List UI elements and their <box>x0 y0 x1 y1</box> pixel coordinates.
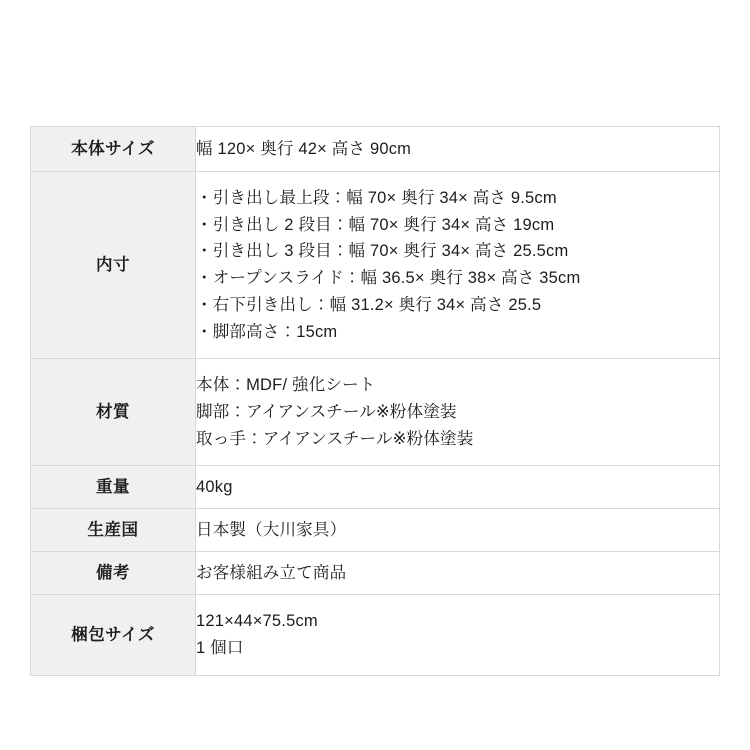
row-value-body-size <box>196 127 720 172</box>
value-line: 1 個口 <box>196 639 244 658</box>
row-label-weight: 重量 <box>31 466 196 509</box>
row-value-package-size <box>196 595 720 675</box>
table-row <box>31 359 720 466</box>
value-line: 日本製（大川家具） <box>196 521 347 540</box>
row-label-material: 材質 <box>31 359 196 466</box>
table-row <box>31 552 720 595</box>
row-label-note: 備考 <box>31 552 196 595</box>
value-line: ・引き出し 3 段目：幅 70× 奥行 34× 高さ 25.5cm <box>196 242 569 261</box>
specification-table-container <box>30 126 720 676</box>
table-row <box>31 509 720 552</box>
value-line: ・引き出し最上段：幅 70× 奥行 34× 高さ 9.5cm <box>196 189 557 207</box>
value-line: ・右下引き出し：幅 31.2× 奥行 34× 高さ 25.5 <box>196 295 542 314</box>
row-label-package-size: 梱包サイズ <box>31 595 196 675</box>
value-line: 幅 120× 奥行 42× 高さ 90cm <box>196 139 412 158</box>
table-row <box>31 595 720 675</box>
row-value-weight <box>196 466 720 509</box>
row-value-material <box>196 359 720 466</box>
value-line: 本体：MDF/ 強化シート <box>196 376 376 395</box>
row-label-origin: 生産国 <box>31 509 196 552</box>
row-label-inner-size: 内寸 <box>31 172 196 359</box>
value-line: 40kg <box>196 478 233 497</box>
value-line: ・オープンスライド：幅 36.5× 奥行 38× 高さ 35cm <box>196 269 581 288</box>
row-value-inner-size <box>196 172 720 359</box>
row-value-note <box>196 552 720 595</box>
table-row <box>31 172 720 359</box>
value-line: 121×44×75.5cm <box>196 612 318 631</box>
specification-table <box>30 126 720 676</box>
value-line: ・引き出し 2 段目：幅 70× 奥行 34× 高さ 19cm <box>196 215 555 234</box>
value-line: 取っ手：アイアンスチール※粉体塗装 <box>196 429 474 448</box>
row-label-body-size: 本体サイズ <box>31 127 196 172</box>
value-line: 脚部：アイアンスチール※粉体塗装 <box>196 403 457 422</box>
table-row <box>31 466 720 509</box>
value-line: お客様組み立て商品 <box>196 564 347 583</box>
value-line: ・脚部高さ：15cm <box>196 322 338 341</box>
row-value-origin <box>196 509 720 552</box>
table-row <box>31 127 720 172</box>
